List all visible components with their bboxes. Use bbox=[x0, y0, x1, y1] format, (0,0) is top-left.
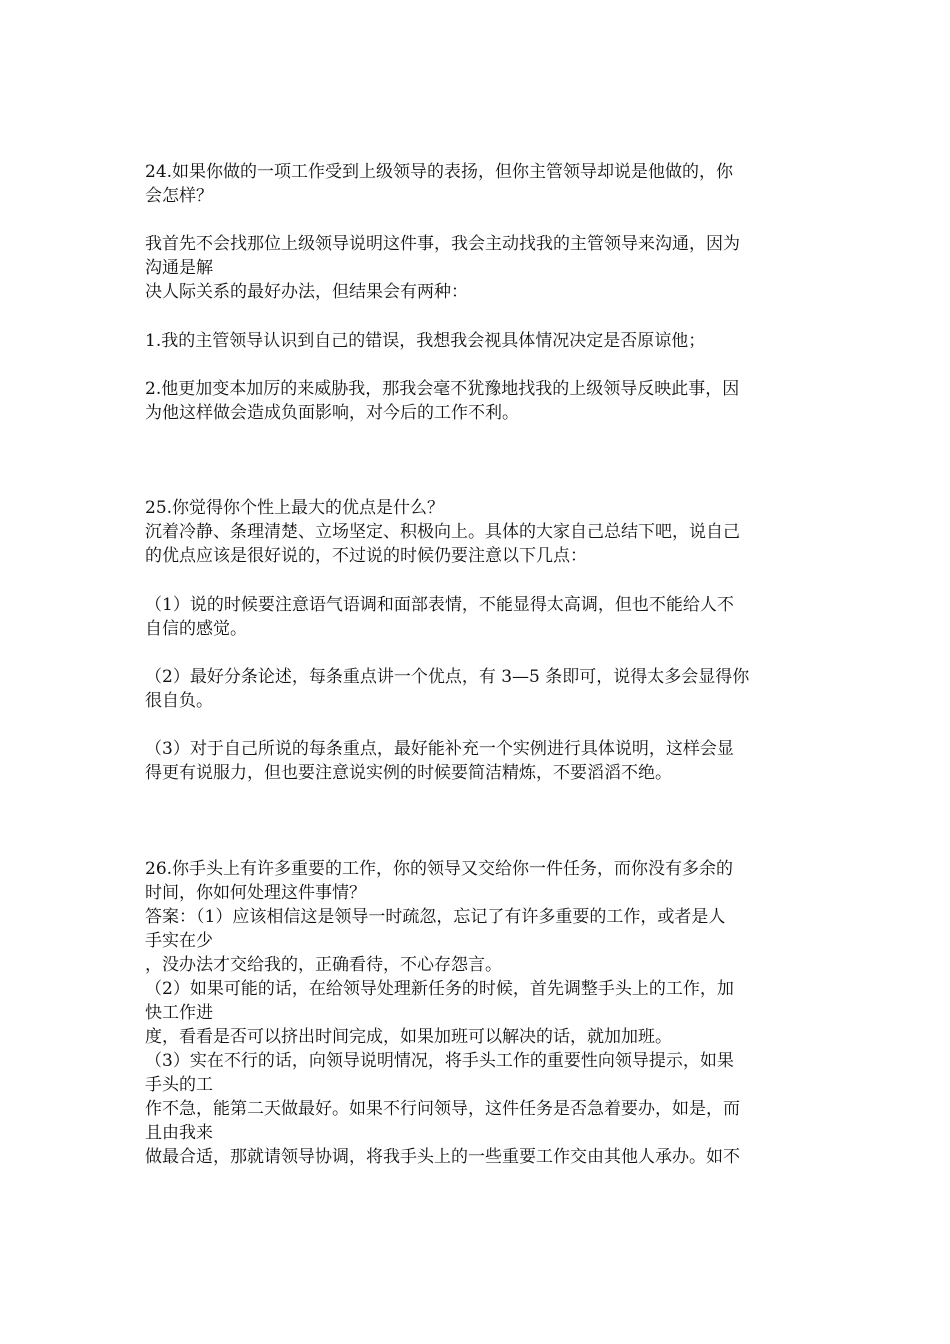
q25-point-2-line-2: 很自负。 bbox=[145, 691, 213, 711]
q26-answer-line-2: 手实在少 bbox=[145, 931, 213, 951]
q26-answer-line-9: 作不急，能第二天做最好。如果不行问领导，这件任务是否急着要办，如是，而 bbox=[145, 1099, 740, 1119]
q25-point-1-line-2: 自信的感觉。 bbox=[145, 619, 247, 639]
q25-question: 25.你觉得你个性上最大的优点是什么？ bbox=[145, 498, 445, 518]
q25-point-2-line-1: （2）最好分条论述，每条重点讲一个优点，有 3—5 条即可，说得太多会显得你 bbox=[145, 667, 750, 687]
q24-point-1: 1.我的主管领导认识到自己的错误，我想我会视具体情况决定是否原谅他； bbox=[145, 331, 706, 351]
q26-answer-line-11: 做最合适，那就请领导协调，将我手头上的一些重要工作交由其他人承办。如不 bbox=[145, 1147, 740, 1167]
q25-answer-line-2: 的优点应该是很好说的，不过说的时候仍要注意以下几点： bbox=[145, 546, 587, 566]
q26-answer-line-1: 答案：（1）应该相信这是领导一时疏忽，忘记了有许多重要的工作，或者是人 bbox=[145, 907, 726, 927]
q26-answer-line-3: ，没办法才交给我的，正确看待，不心存怨言。 bbox=[145, 955, 502, 975]
q26-answer-line-5: 快工作进 bbox=[145, 1003, 213, 1023]
q26-answer-line-4: （2）如果可能的话，在给领导处理新任务的时候，首先调整手头上的工作，加 bbox=[145, 979, 734, 999]
q24-question-line-1: 24.如果你做的一项工作受到上级领导的表扬，但你主管领导却说是他做的，你 bbox=[145, 162, 734, 182]
q25-answer-line-1: 沉着冷静、条理清楚、立场坚定、积极向上。具体的大家自己总结下吧，说自己 bbox=[145, 522, 740, 542]
q26-answer-line-8: 手头的工 bbox=[145, 1075, 213, 1095]
q26-question-line-2: 时间，你如何处理这件事情？ bbox=[145, 883, 366, 903]
q26-question-line-1: 26.你手头上有许多重要的工作，你的领导又交给你一件任务，而你没有多余的 bbox=[145, 859, 734, 879]
q26-answer-line-6: 度，看看是否可以挤出时间完成，如果加班可以解决的话，就加加班。 bbox=[145, 1027, 672, 1047]
q24-point-2-line-1: 2.他更加变本加厉的来威胁我，那我会毫不犹豫地找我的上级领导反映此事，因 bbox=[145, 379, 740, 399]
q24-point-2-line-2: 为他这样做会造成负面影响，对今后的工作不利。 bbox=[145, 403, 519, 423]
q26-answer-line-10: 且由我来 bbox=[145, 1123, 213, 1143]
q25-point-1-line-1: （1）说的时候要注意语气语调和面部表情，不能显得太高调，但也不能给人不 bbox=[145, 595, 734, 615]
q24-question-line-2: 会怎样？ bbox=[145, 186, 213, 206]
q24-answer-line-2: 沟通是解 bbox=[145, 258, 213, 278]
q24-answer-line-1: 我首先不会找那位上级领导说明这件事，我会主动找我的主管领导来沟通，因为 bbox=[145, 234, 740, 254]
q26-answer-line-7: （3）实在不行的话，向领导说明情况，将手头工作的重要性向领导提示，如果 bbox=[145, 1051, 734, 1071]
q25-point-3-line-2: 得更有说服力，但也要注意说实例的时候要简洁精炼，不要滔滔不绝。 bbox=[145, 763, 672, 783]
q25-point-3-line-1: （3）对于自己所说的每条重点，最好能补充一个实例进行具体说明，这样会显 bbox=[145, 739, 734, 759]
q24-answer-line-3: 决人际关系的最好办法，但结果会有两种： bbox=[145, 282, 468, 302]
